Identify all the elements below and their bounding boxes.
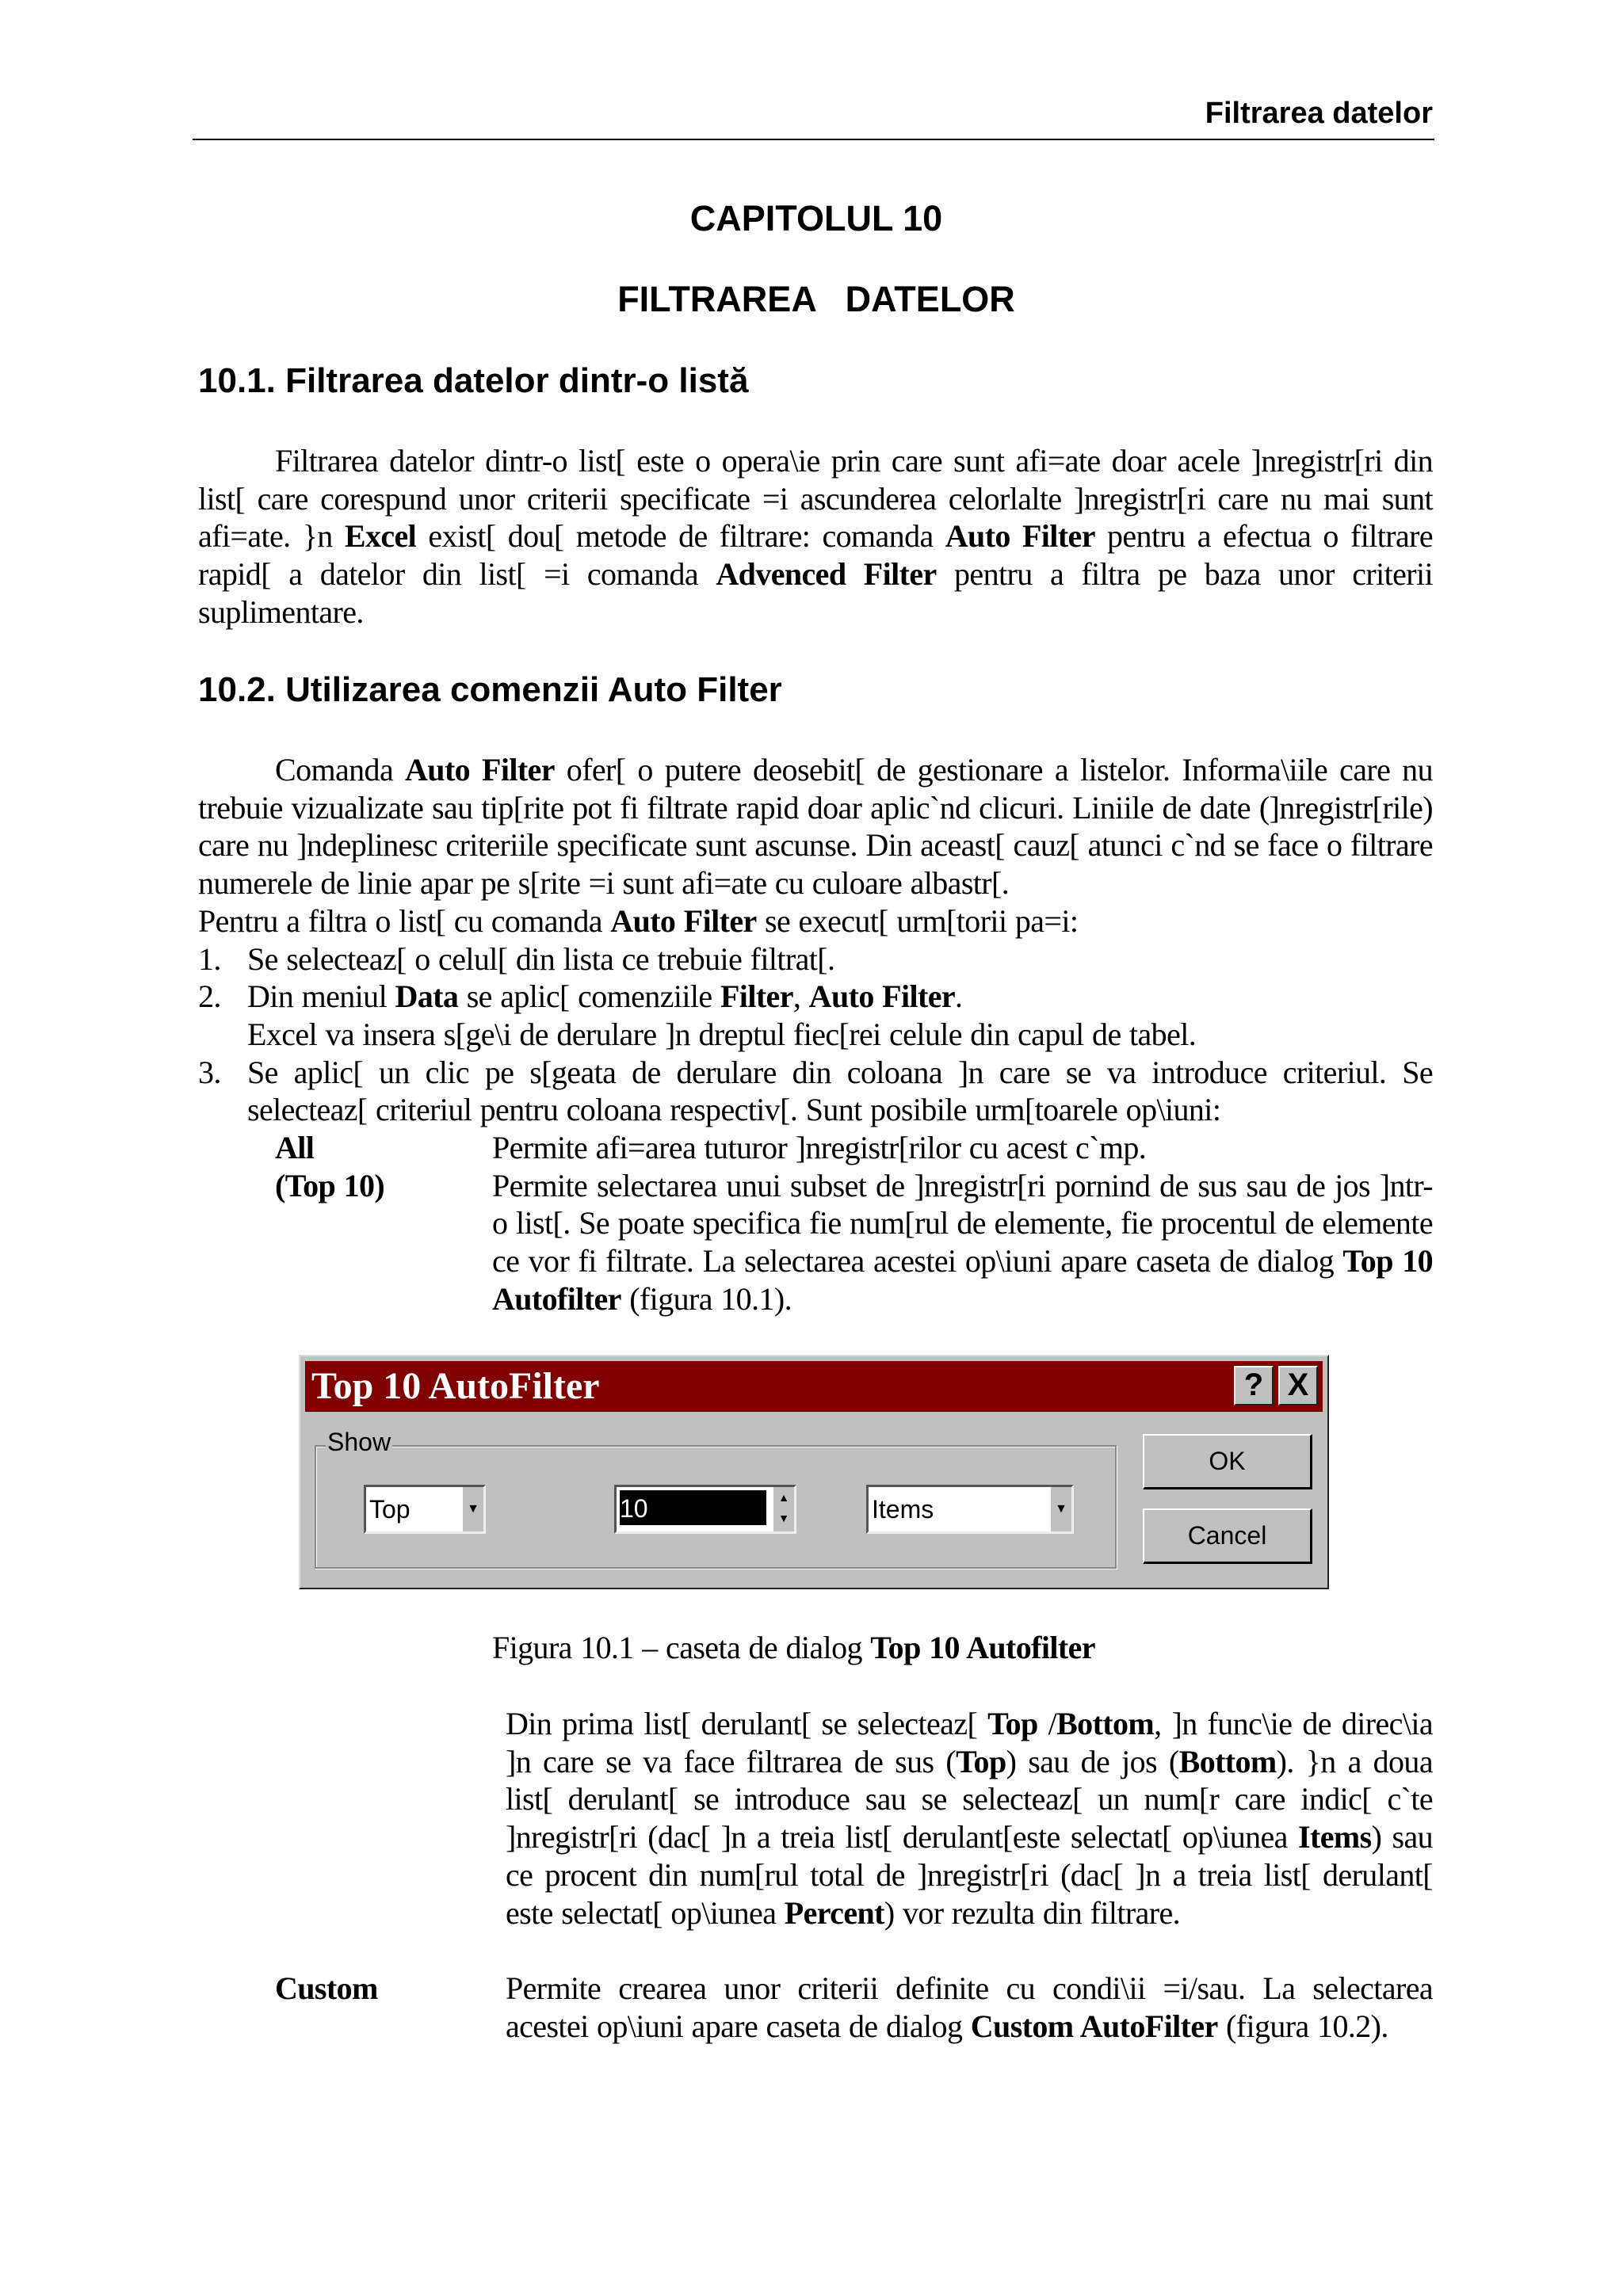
step-note: Excel va insera s[ge\i de derulare ]n dreptul fiec[rei celule din capul de tabel. (247, 1016, 1197, 1052)
text-run: Comanda (275, 752, 406, 788)
text-run: ) vor rezulta din filtrare. (884, 1894, 1181, 1931)
option-key: Custom (275, 1970, 378, 2006)
bold-term: Filter (720, 978, 793, 1015)
section-heading-10-2: 10.2. Utilizarea comenzii Auto Filter (198, 670, 782, 709)
bold-term: Items (1298, 1819, 1372, 1855)
bold-term: Auto Filter (610, 902, 757, 939)
text-run: ) sau ce procent din num[rul total de ]nregistr[ri (dac[ ]n a treia list[ derulant[ este selectat[ op\iunea (506, 1819, 1433, 1931)
text-run: . (955, 978, 963, 1015)
text-run: , (792, 978, 809, 1015)
text-run: Se aplic[ un clic pe s[geata de derulare din coloana ]n care se va introduce criteriul. Se selecteaz[ criteriul pentru coloana respectiv[. Sunt posibile urm[toarele op\iuni: (247, 1054, 1433, 1128)
option-top10 (198, 1167, 1433, 1318)
text-run: Permite selectarea unui subset de ]nregistr[ri pornind de sus sau de jos ]ntr-o list[. Se poate specifica fie num[rul de elemente, fie procentul de elemente ce vor fi filtrate. La selectarea acestei op\iuni apare caseta de dialog (492, 1167, 1433, 1280)
ok-button[interactable]: OK (1143, 1434, 1312, 1489)
text-run: Permite afi=area tuturor ]nregistr[rilor cu acest c`mp. (492, 1130, 1147, 1166)
running-header: Filtrarea datelor (1205, 97, 1433, 130)
bold-term: Bottom (1178, 1743, 1277, 1779)
step-text (247, 1054, 1433, 1129)
figure-caption (492, 1629, 1095, 1667)
text-run: Se selecteaz[ o celul[ din lista ce trebuie filtrat[. (247, 940, 835, 977)
bold-term: Top (956, 1743, 1006, 1779)
text-run: se execut[ urm[torii pa=i: (756, 902, 1079, 939)
show-group-label: Show (327, 1428, 391, 1456)
top10-description (506, 1705, 1433, 1932)
top10-autofilter-dialog (299, 1355, 1329, 1589)
bold-term: Top 10 Autofilter (870, 1630, 1095, 1665)
chevron-down-icon[interactable]: ▼ (461, 1487, 483, 1531)
option-desc (492, 1129, 1433, 1167)
bold-term: Auto Filter (808, 978, 956, 1015)
dialog-title: Top 10 AutoFilter (311, 1365, 600, 1407)
dialog-titlebar (305, 1361, 1323, 1412)
step-item (198, 1054, 1433, 1129)
show-groupbox (315, 1428, 1117, 1569)
header-rule (193, 139, 1434, 140)
step-number: 1. (198, 940, 221, 977)
bold-term: Percent (784, 1894, 884, 1931)
unit-dropdown[interactable] (866, 1485, 1074, 1534)
text-run: Permite crearea unor criterii definite cu condi\ii =i/sau. La selectarea acestei op\iuni apare caseta de dialog (506, 1970, 1433, 2044)
step-item (198, 978, 1433, 1053)
chapter-title: FILTRAREA DATELOR (617, 279, 1015, 319)
text-run: / (1037, 1706, 1057, 1741)
text-run: Din prima list[ derulant[ se selecteaz[ (506, 1706, 988, 1741)
bold-term: Custom AutoFilter (970, 2008, 1218, 2044)
text-run: ofer[ o putere deosebit[ de gestionare a listelor. Informa\iile care nu trebuie vizualizate sau tip[rite pot fi filtrate rapid doar aplic`nd clicuri. Liniile de date (]nregistr[rile) care nu ]ndeplinesc criteriile specificate sunt ascunse. Din aceast[ cauz[ atunci c`nd se face o filtrare numerele de linie apar pe s[rite =i sunt afi=ate cu culoare albastr[. (198, 752, 1433, 902)
text-run: Filtrarea datelor dintr-o list[ este o opera\ie prin care sunt afi=ate doar acele ]nregistr[ri din list[ care corespund unor criterii specificate =i ascunderea celorlalte ]nregistr[ri care nu mai sunt afi=ate. }n (198, 443, 1433, 555)
option-desc (492, 1167, 1433, 1318)
option-key: All (275, 1130, 315, 1166)
bold-term: Data (395, 978, 459, 1015)
bold-term: Top 10 Autofilter (492, 1243, 1433, 1317)
option-all (198, 1129, 1433, 1167)
text-run: (figura 10.2). (1217, 2008, 1388, 2044)
text-run: , ]n func\ie de direc\ia ]n care se va face filtrarea de sus ( (506, 1706, 1433, 1779)
count-spinner[interactable] (614, 1485, 796, 1534)
unit-value: Items (872, 1495, 934, 1524)
chapter-number: CAPITOLUL 10 (689, 198, 943, 238)
direction-dropdown[interactable] (364, 1485, 486, 1534)
bold-term: Auto Filter (945, 518, 1095, 555)
bold-term: Top (987, 1706, 1038, 1741)
help-button[interactable]: ? (1234, 1366, 1274, 1405)
step-item (198, 940, 1433, 978)
step-number: 3. (198, 1054, 221, 1090)
bold-term: Bottom (1056, 1706, 1155, 1741)
steps-intro (198, 902, 1433, 940)
count-value[interactable]: 10 (620, 1490, 766, 1525)
text-run: pentru a filtra pe baza unor criterii suplimentare. (198, 556, 1433, 630)
bold-term: Excel (344, 518, 417, 555)
option-custom (198, 1970, 1433, 2045)
direction-value: Top (369, 1495, 411, 1524)
text-run: se aplic[ comenziile (458, 978, 720, 1015)
chevron-down-icon[interactable]: ▼ (1049, 1487, 1071, 1531)
paragraph-auto-filter (198, 751, 1433, 902)
cancel-button[interactable]: Cancel (1143, 1508, 1312, 1564)
bold-term: Auto Filter (405, 752, 555, 788)
text-run: Din meniul (247, 978, 395, 1015)
text-run: exist[ dou[ metode de filtrare: comanda (416, 518, 945, 555)
spinner-arrows-icon[interactable]: ▲ ▼ (772, 1487, 794, 1531)
text-run: Pentru a filtra o list[ cu comanda (198, 902, 611, 939)
text-run: pentru a efectua o filtrare rapid[ a datelor din list[ =i comanda (198, 518, 1433, 593)
section-heading-10-1: 10.1. Filtrarea datelor dintr-o listă (198, 361, 749, 400)
step-number: 2. (198, 978, 221, 1015)
text-run: (figura 10.1). (621, 1280, 792, 1317)
step-text (247, 940, 1433, 978)
paragraph-intro (198, 442, 1433, 631)
bold-term: Advenced Filter (716, 556, 937, 593)
text-run: ) sau de jos ( (1006, 1743, 1179, 1779)
text-run: ). }n a doua list[ derulant[ se introduce sau se selecteaz[ un num[r care indic[ c`te ]nregistr[ri (dac[ ]n a treia list[ derulant[este selectat[ op\iunea (506, 1743, 1433, 1855)
option-desc (506, 1970, 1433, 2045)
option-key: (Top 10) (275, 1167, 385, 1203)
close-button[interactable]: X (1278, 1366, 1318, 1405)
step-text (247, 978, 962, 1014)
text-run: Figura 10.1 – caseta de dialog (492, 1630, 871, 1665)
